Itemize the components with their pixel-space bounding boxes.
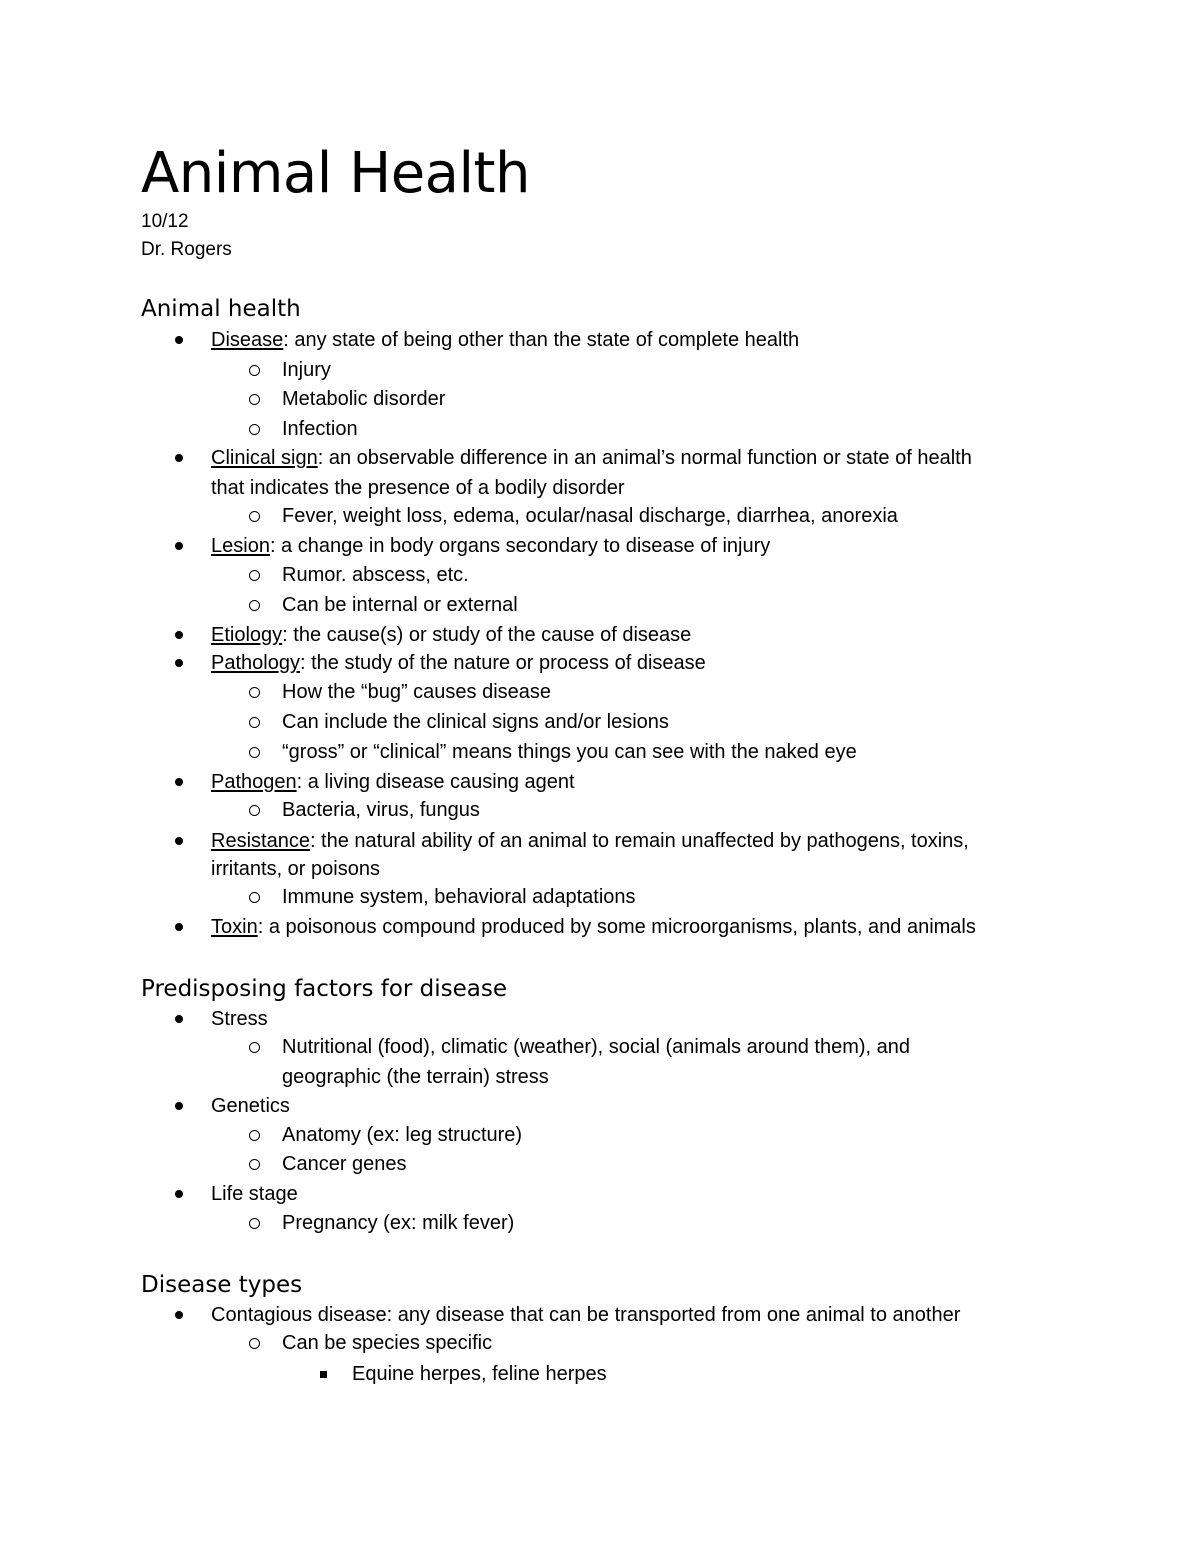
term-label: Lesion <box>211 535 270 557</box>
list-item: Can include the clinical signs and/or lesions <box>282 711 669 733</box>
section-heading-predisposing-factors: Predisposing factors for disease <box>141 976 508 1002</box>
term-definition: : the study of the nature or process of disease <box>299 652 706 674</box>
term-definition: : the cause(s) or study of the cause of disease <box>282 624 692 646</box>
list-item <box>211 649 706 677</box>
list-item: How the “bug” causes disease <box>282 681 552 703</box>
term-label: Resistance <box>211 830 310 852</box>
section-heading-animal-health: Animal health <box>141 296 301 322</box>
list-item: Stress <box>211 1008 268 1030</box>
list-item <box>211 768 575 796</box>
term-definition: : a change in body organs secondary to disease of injury <box>269 535 771 557</box>
list-item: Contagious disease: any disease that can be transported from one animal to another <box>211 1304 961 1326</box>
list-item: Rumor. abscess, etc. <box>282 564 469 586</box>
term-label: Toxin <box>211 916 258 938</box>
list-item: Fever, weight loss, edema, ocular/nasal discharge, diarrhea, anorexia <box>282 505 898 527</box>
list-item <box>211 532 770 560</box>
term-label: Pathology <box>211 652 300 674</box>
term-label: Disease <box>211 329 284 351</box>
term-definition: : the natural ability of an animal to remain unaffected by pathogens, toxins, <box>309 830 969 852</box>
list-item-continuation: irritants, or poisons <box>211 858 380 880</box>
term-definition: : a poisonous compound produced by some microorganisms, plants, and animals <box>257 916 976 938</box>
document-title: Animal Health <box>141 141 530 206</box>
list-item: Life stage <box>211 1183 298 1205</box>
term-definition: : any state of being other than the state of complete health <box>283 329 800 351</box>
list-item <box>211 827 969 855</box>
list-item: Injury <box>282 359 331 381</box>
list-item <box>211 326 799 354</box>
term-definition: : an observable difference in an animal’s normal function or state of health <box>317 447 972 469</box>
term-label: Etiology <box>211 624 283 646</box>
list-item: Anatomy (ex: leg structure) <box>282 1124 523 1146</box>
term-definition: : a living disease causing agent <box>296 771 575 793</box>
list-item: Genetics <box>211 1095 290 1117</box>
list-item: Immune system, behavioral adaptations <box>282 886 636 908</box>
section-heading-disease-types: Disease types <box>141 1272 303 1298</box>
list-item <box>211 621 691 649</box>
list-item <box>211 913 976 941</box>
list-item: Pregnancy (ex: milk fever) <box>282 1212 515 1234</box>
list-item-continuation: geographic (the terrain) stress <box>282 1066 549 1088</box>
term-label: Clinical sign <box>211 447 318 469</box>
list-item: Can be species specific <box>282 1332 493 1354</box>
instructor-name: Dr. Rogers <box>141 239 232 260</box>
list-item: Can be internal or external <box>282 594 518 616</box>
list-item: Metabolic disorder <box>282 388 446 410</box>
list-item <box>211 444 972 472</box>
list-item: Nutritional (food), climatic (weather), social (animals around them), and <box>282 1036 911 1058</box>
list-item: “gross” or “clinical” means things you can see with the naked eye <box>282 741 857 763</box>
list-item: Equine herpes, feline herpes <box>352 1363 607 1385</box>
lecture-date: 10/12 <box>141 211 189 232</box>
term-label: Pathogen <box>211 771 297 793</box>
list-item: Infection <box>282 418 358 440</box>
list-item: Cancer genes <box>282 1153 407 1175</box>
list-item: Bacteria, virus, fungus <box>282 799 480 821</box>
list-item-continuation: that indicates the presence of a bodily disorder <box>211 477 625 499</box>
